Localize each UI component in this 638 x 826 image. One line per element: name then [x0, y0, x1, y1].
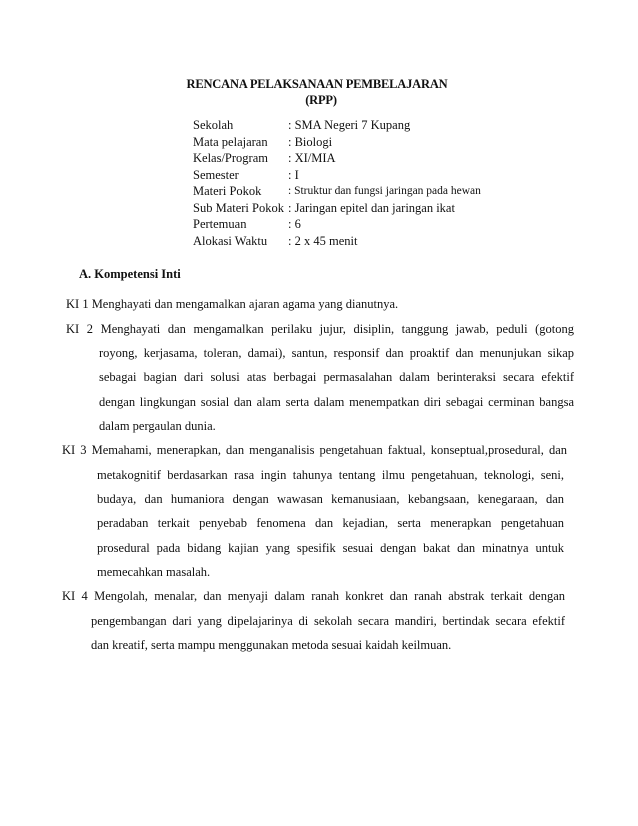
ki2-line: sebagai bagian dari solusi atas berbagai permasalahan dalam berinteraksi secara efektif: [99, 370, 574, 384]
ki3-line: peradaban terkait penyebab fenomena dan kejadian, serta menerapkan pengetahuan: [97, 516, 564, 530]
info-value: : SMA Negeri 7 Kupang: [288, 118, 411, 132]
ki3-line: metakognitif berdasarkan rasa ingin tahunya tentang ilmu pengetahuan, teknologi, seni,: [97, 468, 564, 482]
section-heading-kompetensi-inti: A. Kompetensi Inti: [79, 267, 181, 281]
ki3-line: memecahkan masalah.: [97, 565, 211, 579]
info-label: Kelas/Program: [193, 151, 268, 165]
document-subtitle: (RPP): [305, 93, 337, 107]
info-value: : 2 x 45 menit: [288, 233, 358, 248]
info-value: : 6: [288, 217, 301, 231]
info-value: : I: [288, 167, 299, 182]
ki3-line: budaya, dan humaniora dengan wawasan kemanusiaan, kebangsaan, kenegaraan, dan: [97, 492, 564, 506]
ki2-line: dalam pergaulan dunia.: [99, 419, 216, 433]
ki2-line: royong, kerjasama, toleran, damai), santun, responsif dan proaktif dan menunjukan sikap: [99, 346, 574, 360]
ki1-line: KI 1 Menghayati dan mengamalkan ajaran agama yang dianutnya.: [66, 297, 399, 311]
info-label: Alokasi Waktu: [193, 233, 268, 248]
ki4-line: dan kreatif, serta mampu menggunakan metoda sesuai kaidah keilmuan.: [91, 638, 452, 652]
ki2-line: KI 2 Menghayati dan mengamalkan perilaku jujur, disiplin, tanggung jawab, peduli (gotong: [66, 322, 574, 336]
ki4-line: KI 4 Mengolah, menalar, dan menyaji dalam ranah konkret dan ranah abstrak terkait dengan: [62, 589, 565, 603]
info-label: Pertemuan: [193, 217, 247, 231]
ki4-line: pengembangan dari yang dipelajarinya di sekolah secara mandiri, bertindak secara efektif: [91, 614, 565, 628]
ki3-line: prosedural pada bidang kajian yang spesifik sesuai dengan bakat dan minatnya untuk: [97, 541, 564, 555]
info-value: : Biologi: [288, 134, 333, 149]
document-title: RENCANA PELAKSANAAN PEMBELAJARAN: [186, 77, 448, 91]
info-value: : Jaringan epitel dan jaringan ikat: [288, 200, 455, 215]
info-label: Materi Pokok: [193, 184, 262, 198]
ki2-line: dengan lingkungan sosial dan alam serta dalam menempatkan diri sebagai cerminan bangsa: [99, 395, 574, 409]
info-label: Semester: [193, 167, 239, 182]
info-label: Sub Materi Pokok: [193, 200, 284, 215]
info-label: Mata pelajaran: [193, 134, 268, 149]
info-value: : XI/MIA: [288, 151, 336, 165]
ki3-line: KI 3 Memahami, menerapkan, dan menganalisis pengetahuan faktual, konseptual,prosedural, dan: [62, 443, 567, 457]
info-value: : Struktur dan fungsi jaringan pada hewan: [288, 185, 481, 197]
info-label: Sekolah: [193, 118, 234, 132]
